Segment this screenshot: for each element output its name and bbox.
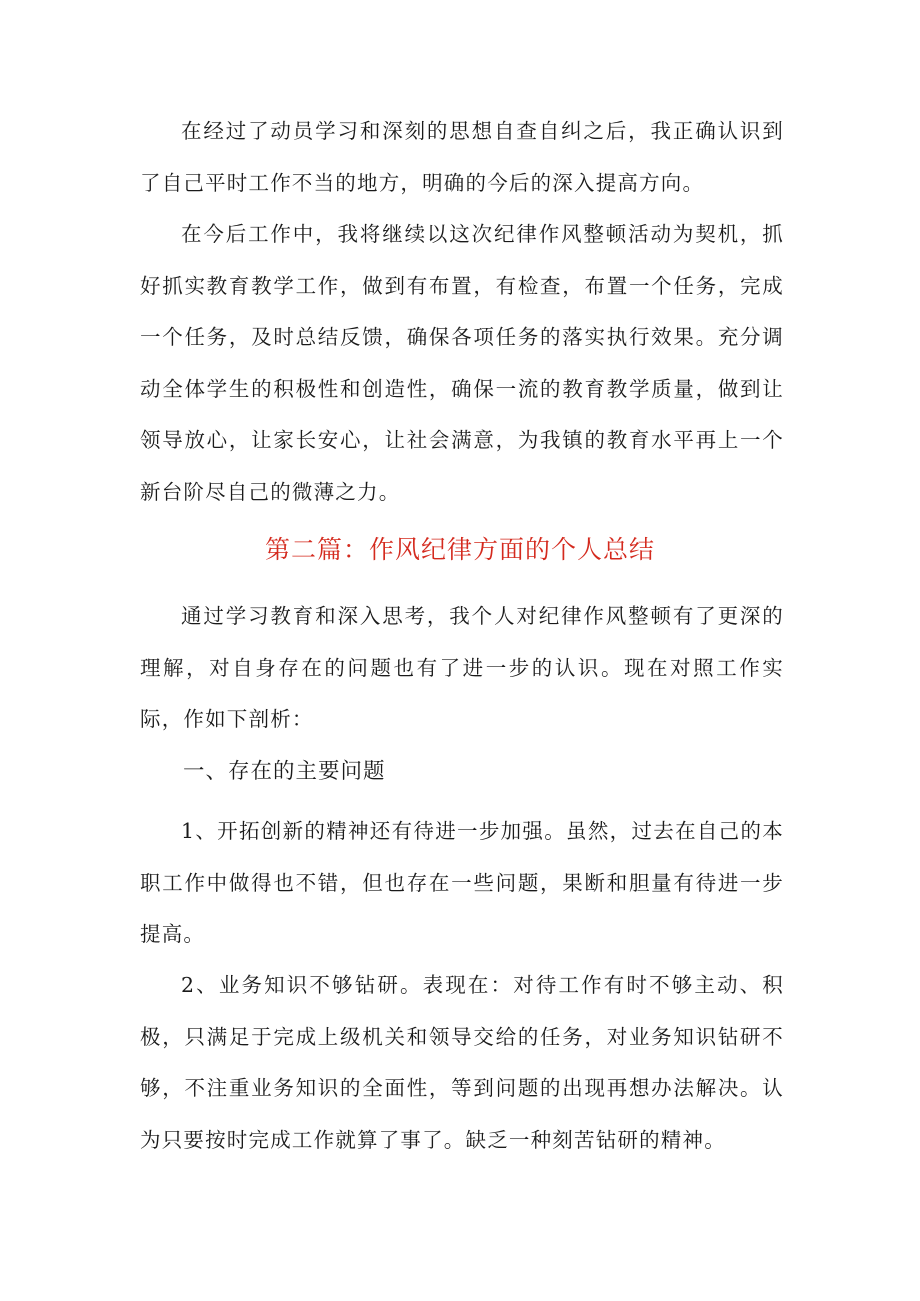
paragraph-future-work: 在今后工作中，我将继续以这次纪律作风整顿活动为契机，抓好抓实教育教学工作，做到有布置，有检查，布置一个任务，完成一个任务，及时总结反馈，确保各项任务的落实执行效果。充分调动全体学生的积极性和创造性，确保一流的教育教学质量，做到让领导放心，让家长安心，让社会满意，为我镇的教育水平再上一个新台阶尽自己的微薄之力。 [140,222,784,504]
paragraph-self-reflection: 在经过了动员学习和深刻的思想自查自纠之后，我正确认识到了自己平时工作不当的地方，明确的今后的深入提高方向。 [140,119,784,195]
heading-main-problems: 一、存在的主要问题 [183,759,386,784]
paragraph-section-intro: 通过学习教育和深入思考，我个人对纪律作风整顿有了更深的理解，对自身存在的问题也有了进一步的认识。现在对照工作实际，作如下剖析： [140,604,784,731]
paragraph-problem-1: 1、开拓创新的精神还有待进一步加强。虽然，过去在自己的本职工作中做得也不错，但也存在一些问题，果断和胆量有待进一步提高。 [140,819,784,946]
section-title: 第二篇：作风纪律方面的个人总结 [264,535,655,564]
paragraph-problem-2: 2、业务知识不够钻研。表现在：对待工作有时不够主动、积极，只满足于完成上级机关和领导交给的任务，对业务知识钻研不够，不注重业务知识的全面性，等到问题的出现再想办法解决。认为只要按时完成工作就算了事了。缺乏一种刻苦钻研的精神。 [140,973,784,1152]
